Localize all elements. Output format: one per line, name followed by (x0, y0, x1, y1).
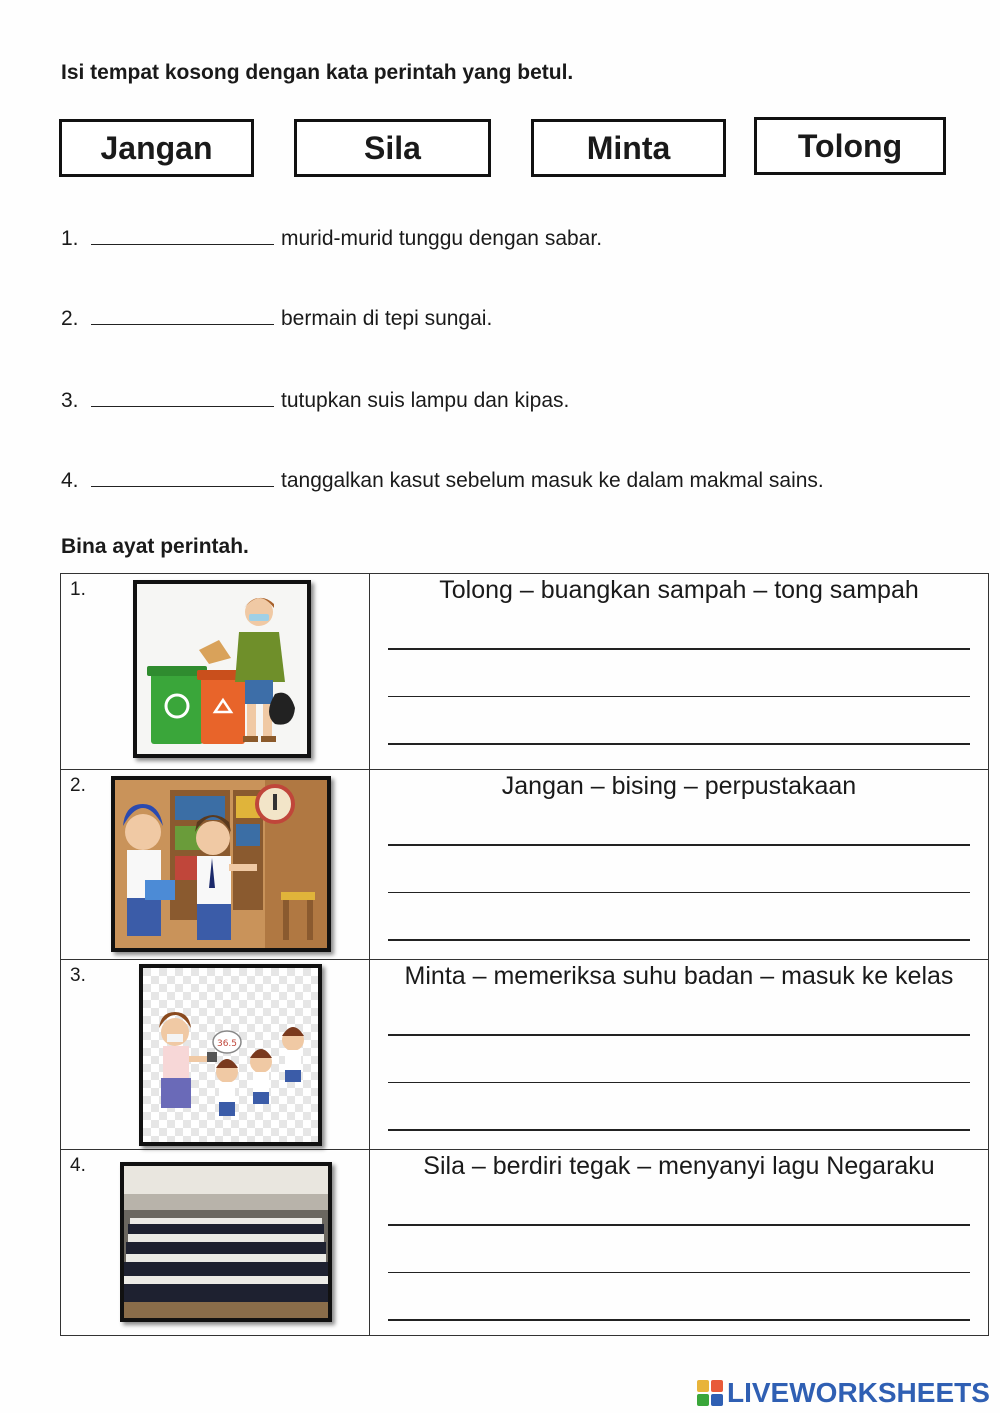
answer-line[interactable] (388, 844, 970, 846)
question-text: murid-murid tunggu dengan sabar. (281, 227, 603, 250)
answer-blank-1[interactable] (91, 224, 274, 245)
word-box-minta[interactable]: Minta (531, 119, 726, 177)
answer-line[interactable] (388, 1034, 970, 1036)
sentence-prompt: Minta – memeriksa suhu badan – masuk ke kelas (404, 962, 954, 990)
question-number: 4. (61, 469, 79, 492)
sentence-prompt: Jangan – bising – perpustakaan (501, 772, 857, 800)
question-2 (61, 304, 492, 331)
table-row (61, 1150, 989, 1336)
word-box-sila[interactable]: Sila (294, 119, 491, 177)
thermometer-reading: 36.5 (216, 1039, 238, 1049)
answer-line[interactable] (388, 939, 970, 941)
question-number: 3. (61, 389, 79, 412)
question-4 (61, 466, 824, 493)
liveworksheets-logo (697, 1377, 990, 1409)
question-text: bermain di tepi sungai. (281, 307, 493, 330)
answer-cell (370, 1150, 989, 1336)
row-number: 3. (70, 965, 86, 986)
answer-blank-4[interactable] (91, 466, 274, 487)
table-row (61, 770, 989, 960)
image-cell (61, 960, 370, 1150)
answer-line[interactable] (388, 1224, 970, 1226)
image-cell (61, 770, 370, 960)
answer-line[interactable] (388, 696, 970, 698)
library-image (111, 776, 331, 952)
sentence-table (60, 573, 989, 1336)
answer-line[interactable] (388, 1082, 970, 1084)
question-text: tanggalkan kasut sebelum masuk ke dalam makmal sains. (281, 469, 824, 492)
answer-cell (370, 960, 989, 1150)
word-box-jangan[interactable]: Jangan (59, 119, 254, 177)
row-number: 4. (70, 1155, 86, 1176)
assembly-photo (120, 1162, 332, 1322)
answer-line[interactable] (388, 648, 970, 650)
recycle-bin-image (133, 580, 311, 758)
question-1 (61, 224, 602, 251)
image-cell (61, 574, 370, 770)
instruction-build-sentences: Bina ayat perintah. (61, 535, 249, 558)
sentence-prompt: Sila – berdiri tegak – menyanyi lagu Negaraku (423, 1152, 935, 1180)
word-box-tolong[interactable]: Tolong (754, 117, 946, 175)
sentence-prompt: Tolong – buangkan sampah – tong sampah (439, 576, 919, 604)
answer-line[interactable] (388, 1272, 970, 1274)
answer-cell (370, 770, 989, 960)
answer-line[interactable] (388, 1129, 970, 1131)
answer-blank-3[interactable] (91, 386, 274, 407)
row-number: 2. (70, 775, 86, 796)
answer-cell (370, 574, 989, 770)
table-row (61, 960, 989, 1150)
table-row (61, 574, 989, 770)
brand-name: LIVEWORKSHEETS (727, 1377, 990, 1408)
question-number: 1. (61, 227, 79, 250)
row-number: 1. (70, 579, 86, 600)
answer-line[interactable] (388, 1319, 970, 1321)
image-cell (61, 1150, 370, 1336)
instruction-fill-blanks: Isi tempat kosong dengan kata perintah yang betul. (61, 61, 574, 84)
answer-blank-2[interactable] (91, 304, 274, 325)
question-number: 2. (61, 307, 79, 330)
answer-line[interactable] (388, 892, 970, 894)
question-3 (61, 386, 569, 413)
answer-line[interactable] (388, 743, 970, 745)
question-text: tutupkan suis lampu dan kipas. (281, 389, 570, 412)
temperature-check-image (139, 964, 322, 1146)
liveworksheets-logo-icon (697, 1380, 723, 1406)
